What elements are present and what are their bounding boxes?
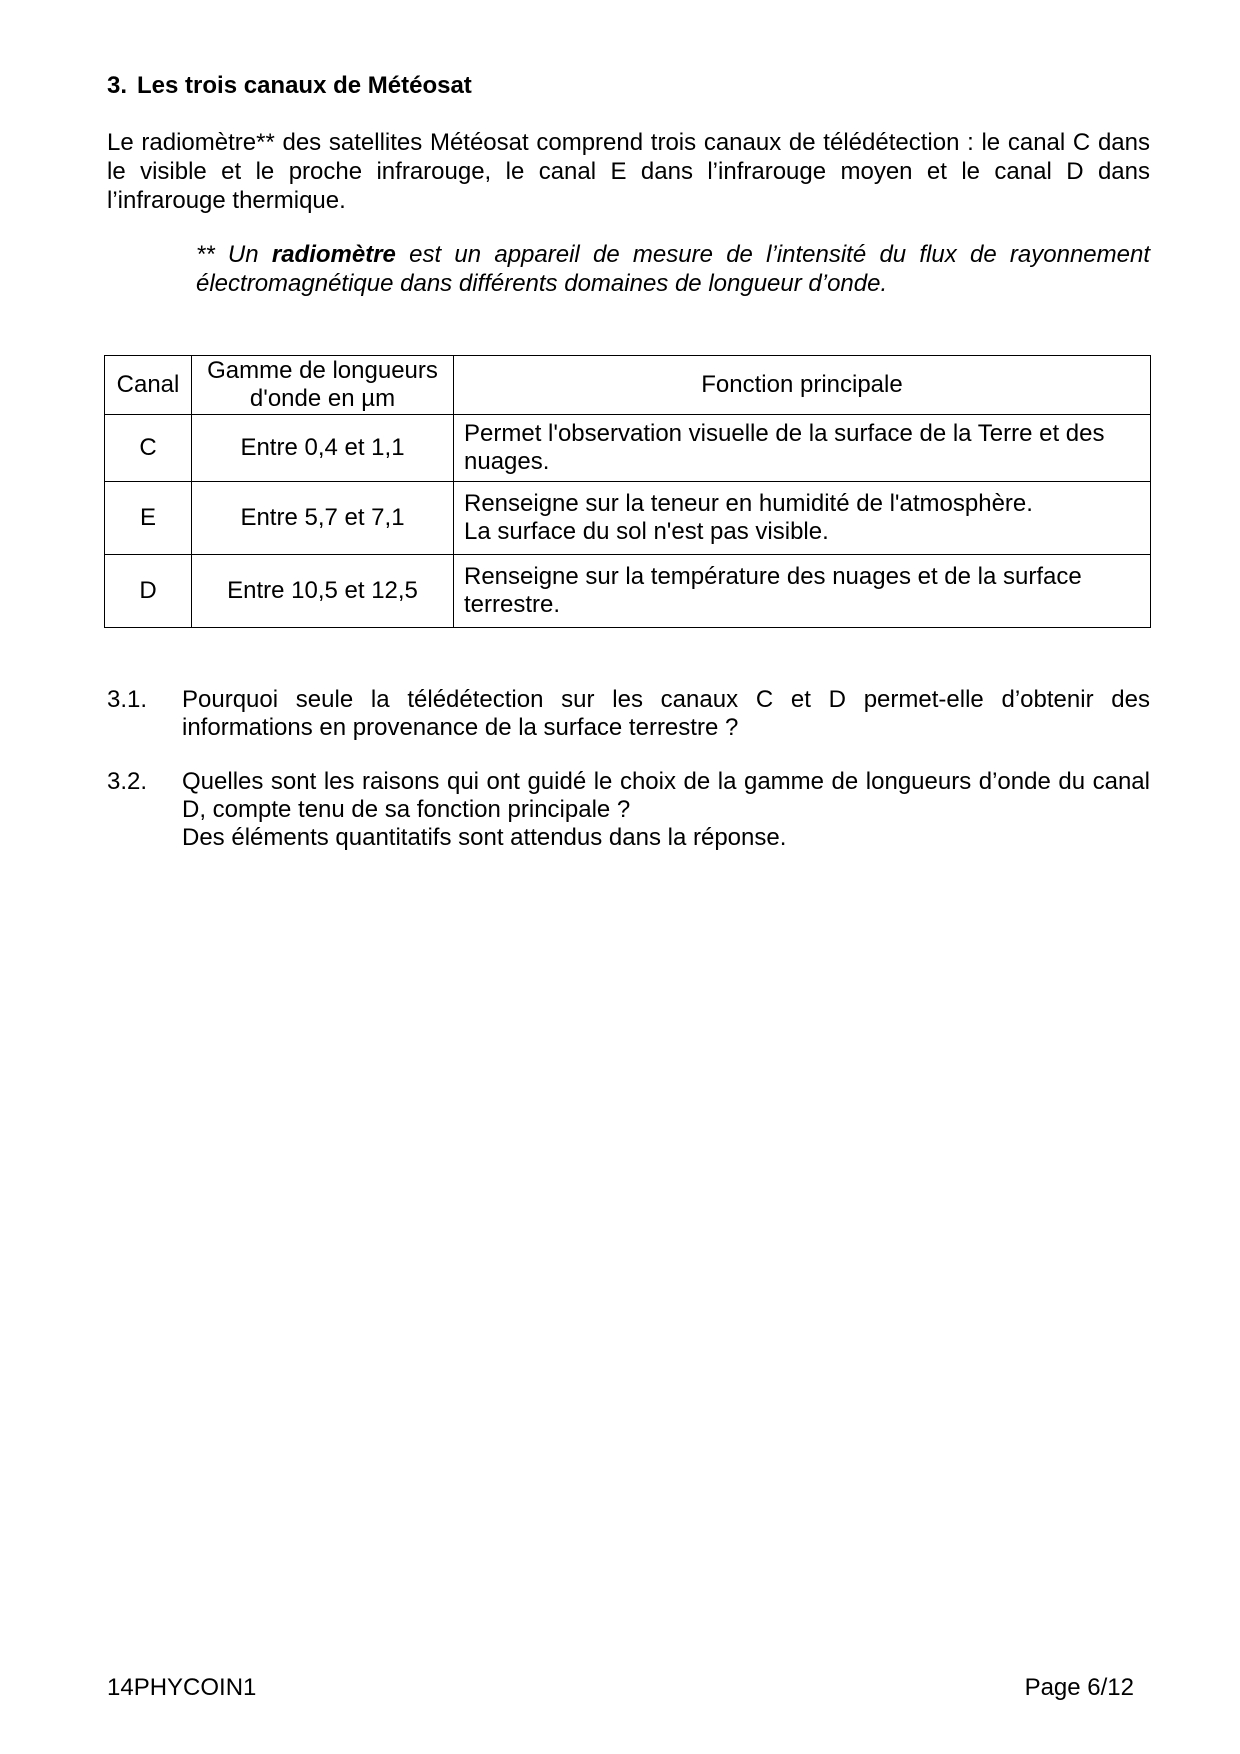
footer-code: 14PHYCOIN1: [107, 1674, 257, 1701]
channels-table: [104, 355, 1151, 628]
cell-gamme: Entre 0,4 et 1,1: [192, 415, 454, 482]
question-3-2: [107, 768, 1150, 858]
intro-paragraph: Le radiomètre** des satellites Météosat comprend trois canaux de télédétection : le canal C dans le visible et le proche infrarouge, le canal E dans l’infrarouge moyen et le canal D dans l’infrarouge thermique.: [107, 129, 1150, 214]
header-gamme: Gamme de longueurs d'onde en µm: [192, 356, 454, 415]
radiometre-note: [196, 240, 1150, 298]
note-term: radiomètre: [271, 241, 396, 268]
table-row: [105, 415, 1151, 482]
question-text: [182, 686, 1150, 742]
question-text: [182, 768, 1150, 852]
header-canal: Canal: [105, 356, 192, 415]
note-prefix: ** Un: [196, 241, 272, 268]
header-fonction: Fonction principale: [454, 356, 1151, 415]
question-number: 3.2.: [107, 768, 148, 795]
table-row: [105, 482, 1151, 555]
note-text: est un appareil de mesure de l’intensité du flux de rayonnement électromagnétique dans différents domaines de longueur d’onde.: [196, 241, 1151, 297]
question-number: 3.1.: [107, 686, 148, 713]
fonction-line: Renseigne sur la teneur en humidité de l'atmosphère.: [464, 490, 1033, 517]
table-header-row: [105, 356, 1151, 415]
footer-page-number: Page 6/12: [1024, 1674, 1134, 1701]
table-row: [105, 555, 1151, 628]
cell-fonction: [454, 482, 1151, 555]
question-line: Quelles sont les raisons qui ont guidé le choix de la gamme de longueurs d’onde du canal D, compte tenu de sa fonction principale ?: [182, 768, 1150, 823]
question-line: Des éléments quantitatifs sont attendus dans la réponse.: [182, 824, 787, 851]
fonction-line: Renseigne sur la température des nuages et de la surface terrestre.: [464, 563, 1082, 618]
fonction-line: Permet l'observation visuelle de la surface de la Terre et des nuages.: [464, 420, 1105, 475]
cell-gamme: Entre 5,7 et 7,1: [192, 482, 454, 555]
question-3-1: [107, 686, 1150, 746]
section-title: Les trois canaux de Météosat: [137, 72, 472, 99]
question-line: Pourquoi seule la télédétection sur les canaux C et D permet-elle d’obtenir des informations en provenance de la surface terrestre ?: [182, 686, 1150, 741]
section-number: 3.: [107, 72, 128, 99]
cell-canal: C: [105, 415, 192, 482]
section-heading: [107, 72, 472, 100]
cell-canal: E: [105, 482, 192, 555]
cell-gamme: Entre 10,5 et 12,5: [192, 555, 454, 628]
cell-fonction: [454, 415, 1151, 482]
cell-fonction: [454, 555, 1151, 628]
fonction-line: La surface du sol n'est pas visible.: [464, 518, 829, 545]
cell-canal: D: [105, 555, 192, 628]
